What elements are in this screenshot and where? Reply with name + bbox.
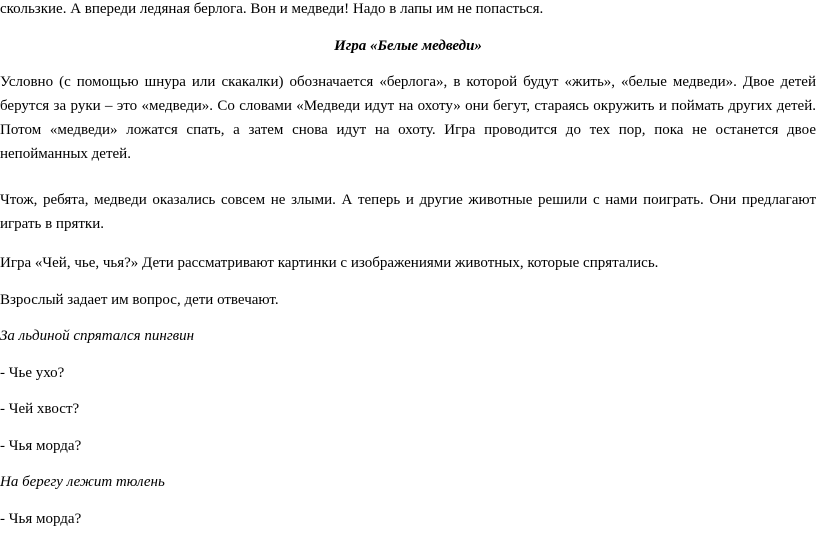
question-muzzle-2: - Чья морда? bbox=[0, 511, 82, 527]
game1-title: Игра «Белые медведи» bbox=[334, 38, 482, 54]
transition-paragraph: Чтож, ребята, медведи оказались совсем не злыми. А теперь и другие животные решили с нами поиграть. Они предлагают играть в прятки. bbox=[0, 192, 816, 232]
question-muzzle: - Чья морда? bbox=[0, 438, 82, 454]
game1-description: Условно (с помощью шнура или скакалки) обозначается «берлога», в которой будут «жить», «белые медведи». Двое детей берутся за руки – это «медведи». Со словами «Медведи идут на охоту» они бегут, стараясь окружить и поймать других детей. Потом «медведи» ложатся спать, а затем снова идут на охоту. Игра проводится до тех пор, пока не останется двое непойманных детей. bbox=[0, 74, 816, 162]
intro-line: скользкие. А впереди ледяная берлога. Вон и медведи! Надо в лапы им не попасться. bbox=[0, 1, 544, 17]
game2-intro: Игра «Чей, чье, чья?» Дети рассматривают картинки с изображениями животных, которые спрятались. bbox=[0, 255, 659, 271]
penguin-line: За льдиной спрятался пингвин bbox=[0, 328, 195, 344]
adult-asks-line: Взрослый задает им вопрос, дети отвечают. bbox=[0, 292, 279, 308]
seal-line: На берегу лежит тюлень bbox=[0, 474, 165, 490]
question-ear: - Чье ухо? bbox=[0, 365, 65, 381]
question-tail: - Чей хвост? bbox=[0, 401, 80, 417]
